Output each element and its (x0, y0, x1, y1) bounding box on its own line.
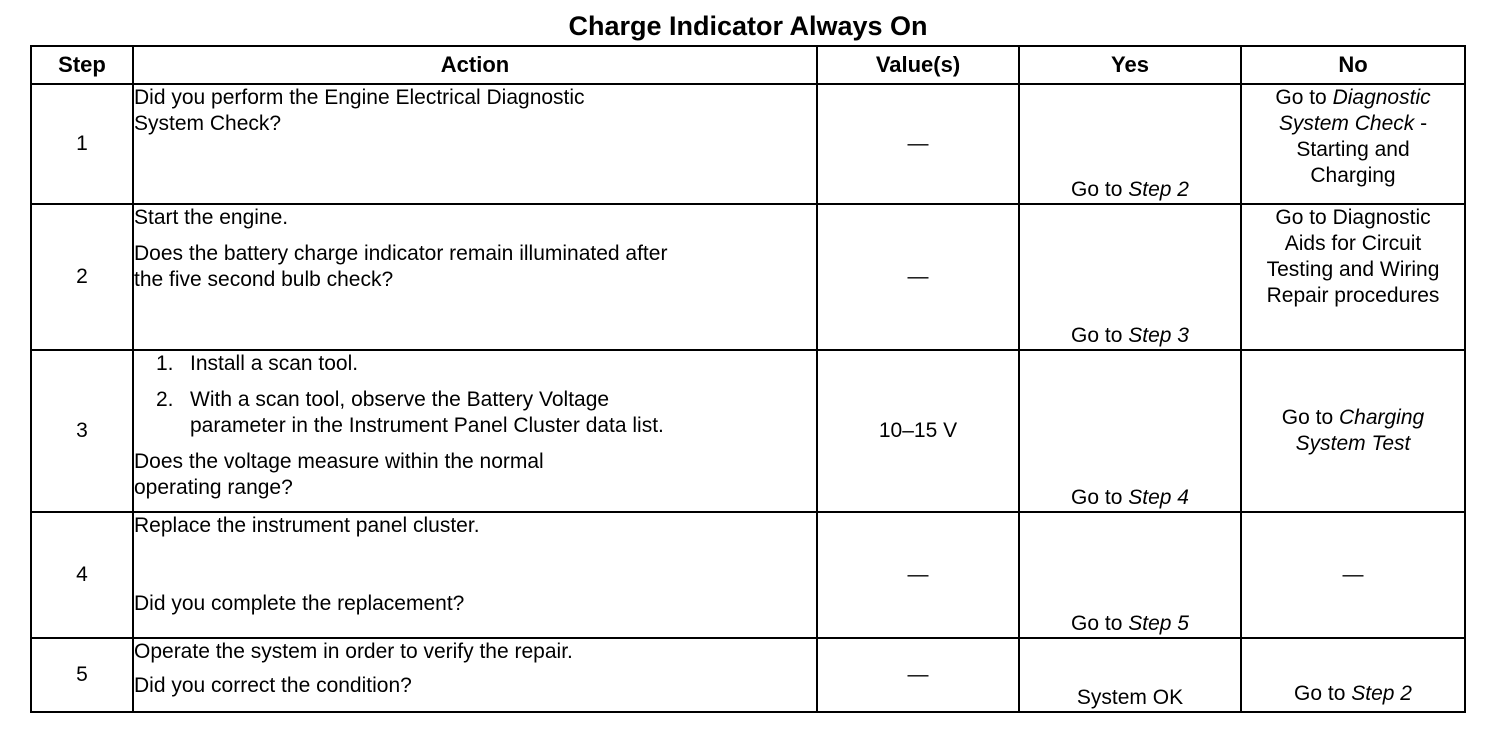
no-prefix: Go to (1281, 406, 1339, 429)
no-cell (1241, 350, 1465, 512)
yes-prefix: Go to (1071, 612, 1129, 635)
yes-step-link[interactable]: Step 4 (1128, 486, 1189, 509)
list-item (134, 351, 816, 377)
no-link[interactable]: System Check (1278, 112, 1415, 135)
action-text: Start the engine. (134, 206, 289, 229)
step-number: 3 (31, 350, 133, 512)
header-yes: Yes (1019, 46, 1241, 84)
no-prefix: Go to (1294, 682, 1352, 705)
action-text: operating range? (134, 476, 293, 499)
no-cell (1241, 638, 1465, 712)
action-text: Did you complete the replacement? (134, 592, 465, 615)
action-text: Did you perform the Engine Electrical Diagnostic (134, 86, 585, 109)
header-row (31, 46, 1465, 84)
value-cell: — (817, 512, 1019, 638)
action-text: Does the battery charge indicator remain illuminated after (134, 242, 668, 265)
no-cell (1241, 204, 1465, 350)
list-number: 1. (156, 352, 174, 375)
no-link[interactable]: Diagnostic (1332, 86, 1431, 109)
table-row (31, 84, 1465, 204)
action-cell (133, 350, 817, 512)
yes-cell: System OK (1019, 638, 1241, 712)
no-text[interactable]: Go to Diagnostic (1275, 206, 1431, 229)
value-cell: — (817, 84, 1019, 204)
table-row (31, 204, 1465, 350)
action-text: the five second bulb check? (134, 268, 394, 291)
yes-cell (1019, 350, 1241, 512)
no-text: Starting and (1296, 138, 1410, 161)
no-cell: — (1241, 512, 1465, 638)
value-cell: — (817, 204, 1019, 350)
yes-prefix: Go to (1071, 178, 1129, 201)
no-text: Charging (1310, 164, 1396, 187)
table-row (31, 512, 1465, 638)
action-text: Replace the instrument panel cluster. (134, 514, 480, 537)
action-cell (133, 84, 817, 204)
yes-prefix: Go to (1071, 486, 1129, 509)
action-cell (133, 512, 817, 638)
yes-step-link[interactable]: Step 2 (1128, 178, 1189, 201)
yes-step-link[interactable]: Step 3 (1128, 324, 1189, 347)
no-cell (1241, 84, 1465, 204)
action-text: Install a scan tool. (190, 352, 359, 375)
no-suffix: - (1414, 112, 1428, 135)
no-step-link[interactable]: Step 2 (1351, 682, 1412, 705)
table-row (31, 638, 1465, 712)
action-text: With a scan tool, observe the Battery Voltage (190, 388, 610, 411)
action-text: System Check? (134, 112, 282, 135)
action-text: Operate the system in order to verify the repair. (134, 640, 573, 663)
step-number: 2 (31, 204, 133, 350)
step-number: 4 (31, 512, 133, 638)
no-prefix: Go to (1275, 86, 1333, 109)
yes-cell (1019, 512, 1241, 638)
list-number: 2. (156, 388, 174, 411)
header-step: Step (31, 46, 133, 84)
yes-cell (1019, 84, 1241, 204)
yes-cell (1019, 204, 1241, 350)
action-text: Does the voltage measure within the normal (134, 450, 544, 473)
action-text: parameter in the Instrument Panel Cluster data list. (190, 414, 664, 437)
no-text[interactable]: Aids for Circuit (1284, 232, 1422, 255)
header-no: No (1241, 46, 1465, 84)
header-action: Action (133, 46, 817, 84)
no-text[interactable]: Testing and Wiring (1266, 258, 1440, 281)
table-row (31, 350, 1465, 512)
value-cell: — (817, 638, 1019, 712)
action-cell (133, 204, 817, 350)
header-values: Value(s) (817, 46, 1019, 84)
no-link[interactable]: Charging (1338, 406, 1425, 429)
diagnostic-table (30, 45, 1466, 713)
no-link[interactable]: System Test (1295, 432, 1411, 455)
yes-prefix: Go to (1071, 324, 1129, 347)
no-text[interactable]: Repair procedures (1266, 284, 1440, 307)
page-title: Charge Indicator Always On (568, 11, 928, 41)
value-cell: 10–15 V (817, 350, 1019, 512)
yes-step-link[interactable]: Step 5 (1128, 612, 1189, 635)
step-number: 5 (31, 638, 133, 712)
step-number: 1 (31, 84, 133, 204)
action-text: Did you correct the condition? (134, 674, 412, 697)
action-cell (133, 638, 817, 712)
list-item (134, 387, 816, 413)
